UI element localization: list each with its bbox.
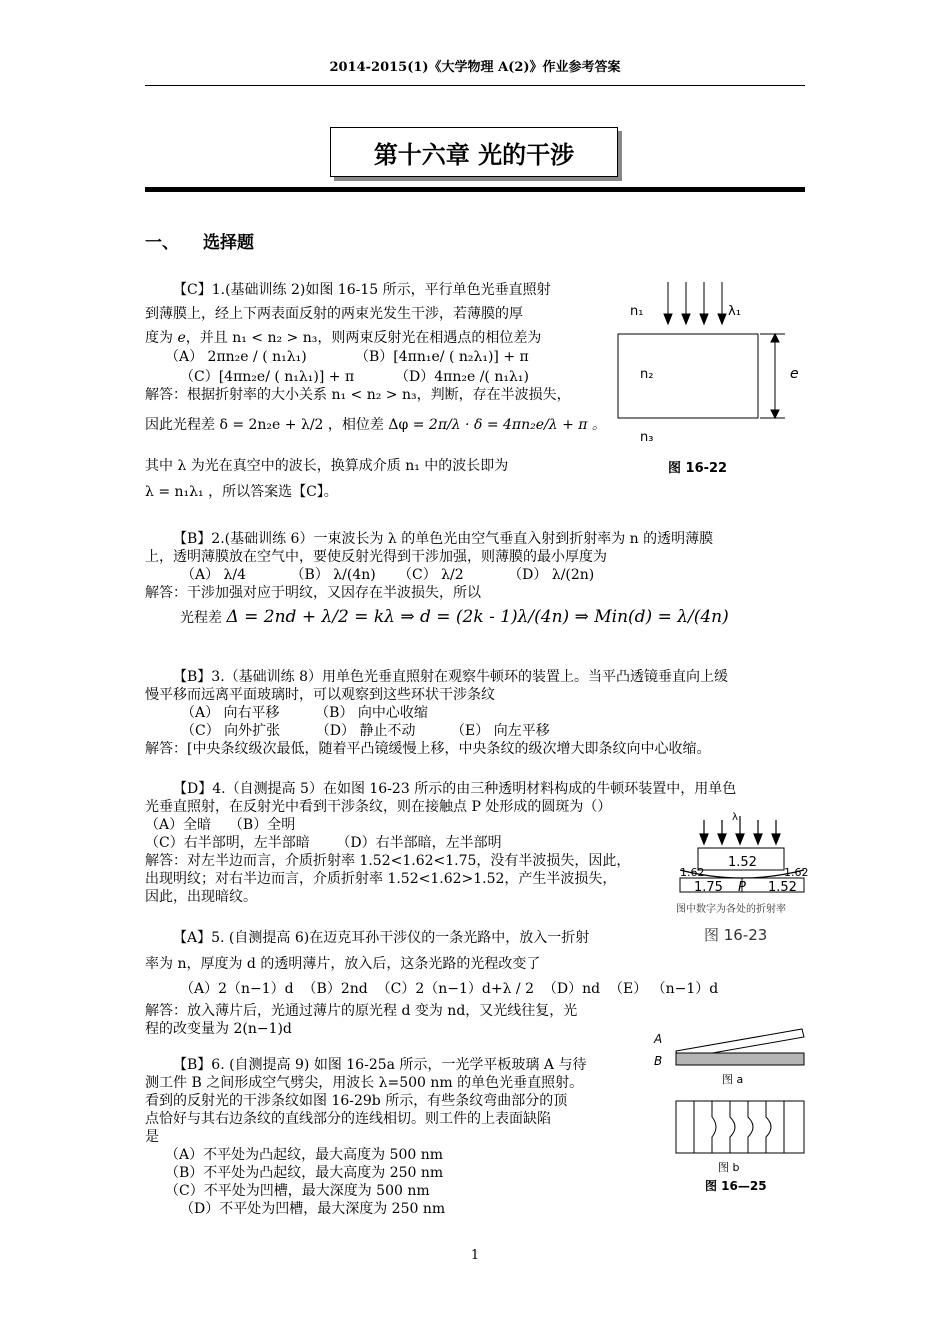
q1-solution-4: λ = n₁λ₁ ，所以答案选【C】。 xyxy=(145,484,338,500)
q4-line-1: 【D】4.（自测提高 5）在如图 16-23 所示的由三种透明材料构成的牛顿环装置中，用单色 xyxy=(173,781,737,797)
q6-line-3: 看到的反射光的干涉条纹如图 16-29b 所示，有些条纹弯曲部分的顶 xyxy=(145,1093,568,1109)
q1-option-b: （B）[4πn₁e/ ( n₂λ₁)] + π xyxy=(355,349,529,365)
fig25-label-b: B xyxy=(654,1054,663,1068)
q2-line-1: 【B】2.(基础训练 6）一束波长为 λ 的单色光由空气垂直入射到折射率为 n 的透明薄膜 xyxy=(173,531,714,547)
fig25-fringes xyxy=(676,1101,804,1153)
fig23-bottom-left-index: 1.75 xyxy=(694,880,723,895)
question-4-head xyxy=(145,780,810,816)
fig23-bottom-right-index: 1.52 xyxy=(768,880,797,895)
fig25-label-a: A xyxy=(654,1032,663,1046)
chapter-rule xyxy=(145,187,805,192)
q6-line-5: 是 xyxy=(145,1129,159,1145)
q5-solution xyxy=(145,1002,645,1038)
q3-solution: 解答：[中央条纹级次最低，随着平凸镜缓慢上移，中央条纹的级次增大即条纹向中心收缩。 xyxy=(145,741,711,757)
label-e: e xyxy=(790,366,799,382)
page-number: 1 xyxy=(470,1248,480,1263)
q5-solution-2: 程的改变量为 2(n−1)d xyxy=(145,1021,292,1037)
q6-line-1: 【B】6. (自测提高 9) 如图 16-25a 所示，一光学平板玻璃 A 与待 xyxy=(173,1057,587,1073)
q3-line-2: 慢平移而远离平面玻璃时，可以观察到这些环状干涉条纹 xyxy=(145,687,495,703)
fig23-lambda: λ xyxy=(732,812,738,823)
q6-option-c: （C）不平处为凹槽，最大深度为 500 nm xyxy=(165,1183,430,1199)
q6-line-4: 点恰好与其右边条纹的直线部分的连线相切。则工件的上表面缺陷 xyxy=(145,1111,551,1127)
section-number: 一、 xyxy=(145,233,179,253)
q1-line-3: 度为 e，并且 n₁ < n₂ > n₃，则两束反射光在相遇点的相位差为 xyxy=(145,330,542,346)
figure-16-23 xyxy=(672,812,812,947)
fig23-note: 图中数字为各处的折射率 xyxy=(676,904,786,915)
q2-line-2: 上，透明薄膜放在空气中，要使反射光得到干涉加强，则薄膜的最小厚度为 xyxy=(145,549,607,565)
q1-line-1: 【C】1.(基础训练 2)如图 16-15 所示，平行单色光垂直照射 xyxy=(173,282,551,298)
fig23-point-p: P xyxy=(738,880,746,895)
q4-options-1: （A）全暗 （B）全明 xyxy=(145,817,296,833)
film-rect xyxy=(618,334,758,418)
q6-option-b: （B）不平处为凸起纹，最大高度为 250 nm xyxy=(165,1165,444,1181)
q2-solution-1: 解答：干涉加强对应于明纹，又因存在半波损失，所以 xyxy=(145,585,481,601)
q4-solution-2: 出现明纹；对右半边而言，介质折射率 1.52<1.62>1.52，产生半波损失， xyxy=(145,871,617,887)
q4-options-2: （C）右半部明，左半部暗 （D）右半部暗，左半部明 xyxy=(145,835,502,851)
section-title: 选择题 xyxy=(203,233,254,253)
question-1 xyxy=(145,278,615,350)
fig25-caption-b: 图 b xyxy=(718,1161,740,1174)
q6-option-d: （D）不平处为凹槽，最大深度为 250 nm xyxy=(180,1201,446,1217)
label-n1: n₁ xyxy=(630,304,644,319)
fig23-top-index: 1.52 xyxy=(728,855,757,870)
question-4-body xyxy=(145,816,665,906)
q1-answer: 【C】 xyxy=(173,282,212,298)
q3-options-2: （C） 向外扩张 （D） 静止不动 （E） 向左平移 xyxy=(181,723,550,739)
header-rule xyxy=(145,85,805,86)
question-5-head xyxy=(145,925,665,977)
figure-16-25-caption: 图 16—25 xyxy=(705,1179,767,1193)
q2-equation: Δ = 2nd + λ/2 = kλ ⇒ d = (2k - 1)λ/(4n) ⇒ Min(d) = λ/(4n) xyxy=(226,607,729,627)
q3-line-1: 【B】3.（基础训练 8）用单色光垂直照射在观察牛顿环的装置上。当平凸透镜垂直向上缓 xyxy=(173,669,729,685)
question-6 xyxy=(145,1056,645,1146)
page-header: 2014-2015(1)《大学物理 A(2)》作业参考答案 xyxy=(329,60,621,75)
q5-solution-1: 解答：放入薄片后，光通过薄片的原光程 d 变为 nd，又光线往复，光 xyxy=(145,1003,578,1019)
q1-option-a: （A） 2πn₂e / ( n₁λ₁) xyxy=(165,349,307,365)
q5-line-2: 率为 n，厚度为 d 的透明薄片，放入后，这条光路的光程改变了 xyxy=(145,956,541,972)
q1-solution-2: 因此光程差 δ = 2n₂e + λ/2 ，相位差 Δφ = 2π/λ · δ = 4πn₂e/λ + π 。 xyxy=(145,417,606,433)
q1-option-d: （D）4πn₂e /( n₁λ₁) xyxy=(395,369,529,385)
q5-options: （A）2（n−1）d （B）2nd （C）2（n−1）d+λ / 2 （D）nd （E） （n−1）d xyxy=(180,981,719,997)
label-n2: n₂ xyxy=(640,367,654,382)
q6-option-a: （A）不平处为凸起纹，最大高度为 500 nm xyxy=(165,1147,444,1163)
q4-solution-1: 解答：对左半边而言，介质折射率 1.52<1.62<1.75，没有半波损失，因此， xyxy=(145,853,631,869)
q2-options: （A） λ/4 （B） λ/(4n) （C） λ/2 （D） λ/(2n) xyxy=(181,567,595,583)
q4-line-2: 光垂直照射，在反射光中看到干涉条纹，则在接触点 P 处形成的圆斑为（） xyxy=(145,799,612,815)
fig25-workpiece-b xyxy=(676,1053,804,1065)
figure-16-23-caption: 图 16-23 xyxy=(704,926,768,944)
figure-16-22-caption: 图 16-22 xyxy=(668,461,728,476)
section-heading xyxy=(145,228,254,253)
chapter-title: 第十六章 光的干涉 xyxy=(330,127,618,177)
q1-line-2: 到薄膜上，经上下两表面反射的两束光发生干涉，若薄膜的厚 xyxy=(145,306,523,322)
q5-line-1: 【A】5. (自测提高 6)在迈克耳孙干涉仪的一条光路中，放入一折射 xyxy=(173,930,590,946)
question-2 xyxy=(145,530,810,602)
q1-option-c: （C）[4πn₂e/ ( n₁λ₁)] + π xyxy=(180,369,355,385)
label-lambda1: λ₁ xyxy=(728,304,741,319)
label-n3: n₃ xyxy=(640,430,654,445)
q3-options-1: （A） 向右平移 （B） 向中心收缩 xyxy=(181,705,428,721)
q6-line-2: 测工件 B 之间形成空气劈尖，用波长 λ=500 nm 的单色光垂直照射。 xyxy=(145,1075,584,1091)
q1-solution-1: 解答：根据折射率的大小关系 n₁ < n₂ > n₃，判断，存在半波损失， xyxy=(145,387,571,403)
question-3 xyxy=(145,668,810,758)
figure-16-25 xyxy=(650,1025,810,1200)
q4-solution-3: 因此，出现暗纹。 xyxy=(145,889,257,905)
q2-solution-2: 光程差 Δ = 2nd + λ/2 = kλ ⇒ d = (2k - 1)λ/(4n) ⇒ Min(d) = λ/(4n) xyxy=(180,607,729,627)
q1-solution-3: 其中 λ 为光在真空中的波长，换算成介质 n₁ 中的波长即为 xyxy=(145,458,509,474)
fig23-left-index: 1.62 xyxy=(680,866,705,879)
fig25-caption-a: 图 a xyxy=(722,1073,744,1086)
figure-16-22 xyxy=(610,278,810,453)
fig23-right-index: 1.62 xyxy=(784,866,809,879)
